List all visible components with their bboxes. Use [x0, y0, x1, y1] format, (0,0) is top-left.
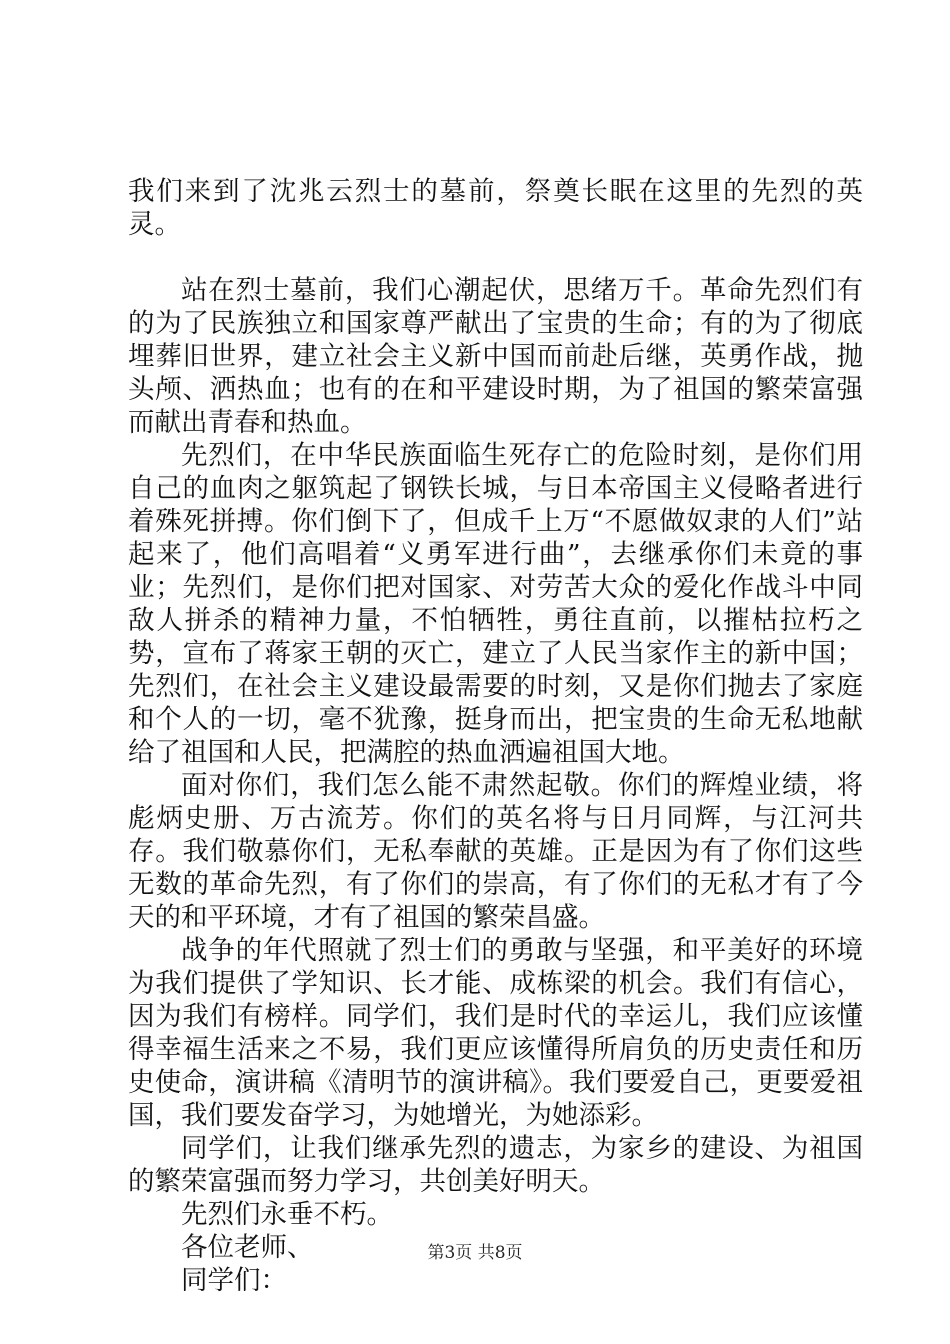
closing-line: 同学们：	[181, 1265, 287, 1296]
page-number-label: 第3页 共8页	[427, 1243, 523, 1263]
paragraph: 同学们，让我们继承先烈的遗志，为家乡的建设、为祖国的繁荣富强而努力学习，共创美好明天。	[128, 1133, 863, 1197]
paragraph: 面对你们，我们怎么能不肃然起敬。你们的辉煌业绩，将彪炳史册、万古流芳。你们的英名将与日月同辉，与江河共存。我们敬慕你们，无私奉献的英雄。正是因为有了你们这些无数的革命先烈，有了你们的崇高，有了你们的无私才有了今天的和平环境，才有了祖国的繁荣昌盛。	[128, 770, 863, 933]
paragraph: 战争的年代照就了烈士们的勇敢与坚强，和平美好的环境为我们提供了学知识、长才能、成栋梁的机会。我们有信心，因为我们有榜样。同学们，我们是时代的幸运儿，我们应该懂得幸福生活来之不易，我们更应该懂得所肩负的历史责任和历史使命，演讲稿《清明节的演讲稿》。我们要爱自己，更要爱祖国，我们要发奋学习，为她增光，为她添彩。	[128, 935, 863, 1131]
paragraph: 站在烈士墓前，我们心潮起伏，思绪万千。革命先烈们有的为了民族独立和国家尊严献出了宝贵的生命；有的为了彻底埋葬旧世界，建立社会主义新中国而前赴后继，英勇作战，抛头颅、洒热血；也有的在和平建设时期，为了祖国的繁荣富强而献出青春和热血。	[128, 275, 863, 438]
document-body	[128, 175, 863, 1297]
closing-line: 各位老师、	[181, 1232, 314, 1263]
closing-line: 先烈们永垂不朽。	[181, 1199, 393, 1230]
page-footer	[0, 1242, 950, 1264]
paragraph: 先烈们，在中华民族面临生死存亡的危险时刻，是你们用自己的血肉之躯筑起了钢铁长城，与日本帝国主义侵略者进行着殊死拼搏。你们倒下了，但成千上万“不愿做奴隶的人们”站起来了，他们高唱着“义勇军进行曲”，去继承你们未竟的事业；先烈们，是你们把对国家、对劳苦大众的爱化作战斗中同敌人拼杀的精神力量，不怕牺牲，勇往直前，以摧枯拉朽之势，宣布了蒋家王朝的灭亡，建立了人民当家作主的新中国；先烈们，在社会主义建设最需要的时刻，又是你们抛去了家庭和个人的一切，毫不犹豫，挺身而出，把宝贵的生命无私地献给了祖国和人民，把满腔的热血洒遍祖国大地。	[128, 440, 863, 768]
paragraph-opening: 我们来到了沈兆云烈士的墓前，祭奠长眠在这里的先烈的英灵。	[128, 176, 863, 240]
